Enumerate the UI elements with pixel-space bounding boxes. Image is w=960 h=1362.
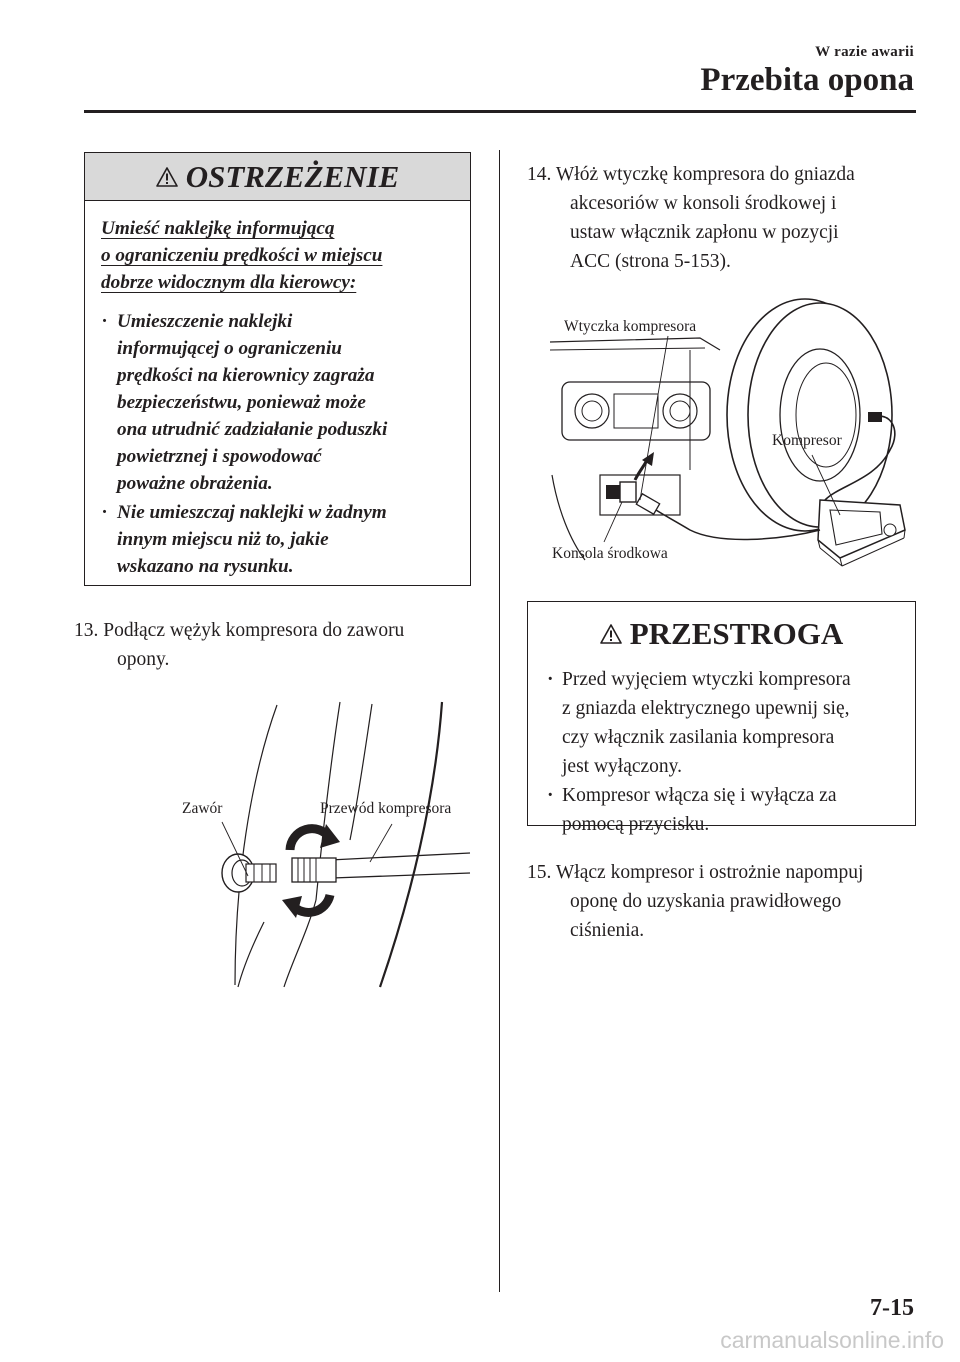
bullet-line: jest wyłączony. xyxy=(562,756,683,777)
bullet-line: bezpieczeństwu, ponieważ może xyxy=(117,392,366,413)
step-text: Włącz kompresor i ostrożnie napompuj xyxy=(555,862,864,883)
caution-bullet-list xyxy=(546,665,899,839)
figure-compressor-console xyxy=(540,290,920,580)
caution-header xyxy=(528,602,915,657)
valve-illustration xyxy=(180,700,480,990)
bullet-line: · Kompresor włącza się i wyłącza za xyxy=(562,785,837,806)
bullet-line: ona utrudnić zadziałanie poduszki xyxy=(117,419,388,440)
step-15 xyxy=(527,858,927,945)
step-text: akcesoriów w konsoli środkowej i xyxy=(570,193,837,214)
step-text: oponę do uzyskania prawidłowego xyxy=(570,891,842,912)
bullet-line: powietrznej i spowodować xyxy=(117,446,322,467)
warning-bullet xyxy=(101,499,454,580)
page-number: 7-15 xyxy=(870,1295,914,1321)
step-text: Podłącz wężyk kompresora do zaworu xyxy=(103,620,405,641)
caution-heading: PRZESTROGA xyxy=(629,615,844,651)
bullet-line: prędkości na kierownicy zagraża xyxy=(117,365,375,386)
warning-intro-line: o ograniczeniu prędkości w miejscu xyxy=(101,245,383,266)
bullet-line: wskazano na rysunku. xyxy=(117,556,294,577)
caution-body xyxy=(528,657,915,851)
step-number: 14. xyxy=(527,164,552,185)
bullet-line: z gniazda elektrycznego upewnij się, xyxy=(562,698,850,719)
warning-heading: OSTRZEŻENIE xyxy=(185,158,400,194)
caution-bullet xyxy=(546,665,899,781)
caution-box xyxy=(527,601,916,835)
warning-body xyxy=(85,201,470,590)
figure-valve xyxy=(180,700,480,990)
warning-intro-line: Umieść naklejkę informującą xyxy=(101,218,335,239)
caution-bullet xyxy=(546,781,899,839)
bullet-line: · Przed wyjęciem wtyczki kompresora xyxy=(562,669,851,690)
column-divider xyxy=(499,150,500,1292)
warning-triangle-icon xyxy=(156,166,178,188)
step-13 xyxy=(74,616,494,674)
warning-triangle-icon xyxy=(600,623,622,645)
bullet-line: informującej o ograniczeniu xyxy=(117,338,342,359)
step-text: ACC (strona 5-153). xyxy=(570,251,731,272)
step-text: opony. xyxy=(117,649,170,670)
step-14 xyxy=(527,160,927,276)
bullet-line: pomocą przycisku. xyxy=(562,814,710,835)
step-number: 15. xyxy=(527,862,552,883)
warning-bullet xyxy=(101,308,454,497)
warning-bullet-list xyxy=(101,308,454,580)
step-number: 13. xyxy=(74,620,99,641)
label-center-console: Konsola środkowa xyxy=(552,545,668,562)
bullet-line: poważne obrażenia. xyxy=(117,473,273,494)
bullet-line: innym miejscu niż to, jakie xyxy=(117,529,329,550)
label-compressor-plug: Wtyczka kompresora xyxy=(564,318,697,335)
warning-header xyxy=(85,153,470,201)
label-compressor: Kompresor xyxy=(772,432,842,449)
section-title: W razie awarii xyxy=(815,44,914,60)
header-rule xyxy=(84,110,916,113)
label-valve: Zawór xyxy=(182,800,223,817)
warning-intro xyxy=(101,215,454,296)
step-text: ustaw włącznik zapłonu w pozycji xyxy=(570,222,839,243)
bullet-line: · Umieszczenie naklejki xyxy=(117,311,293,332)
warning-box xyxy=(84,152,471,586)
watermark: carmanualsonline.info xyxy=(720,1327,944,1353)
bullet-line: · Nie umieszczaj naklejki w żadnym xyxy=(117,502,387,523)
step-text: ciśnienia. xyxy=(570,920,645,941)
label-compressor-hose: Przewód kompresora xyxy=(320,800,452,817)
warning-intro-line: dobrze widocznym dla kierowcy: xyxy=(101,272,357,293)
step-text: Włóż wtyczkę kompresora do gniazda xyxy=(555,164,855,185)
bullet-line: czy włącznik zasilania kompresora xyxy=(562,727,835,748)
page-title: Przebita opona xyxy=(700,62,914,98)
